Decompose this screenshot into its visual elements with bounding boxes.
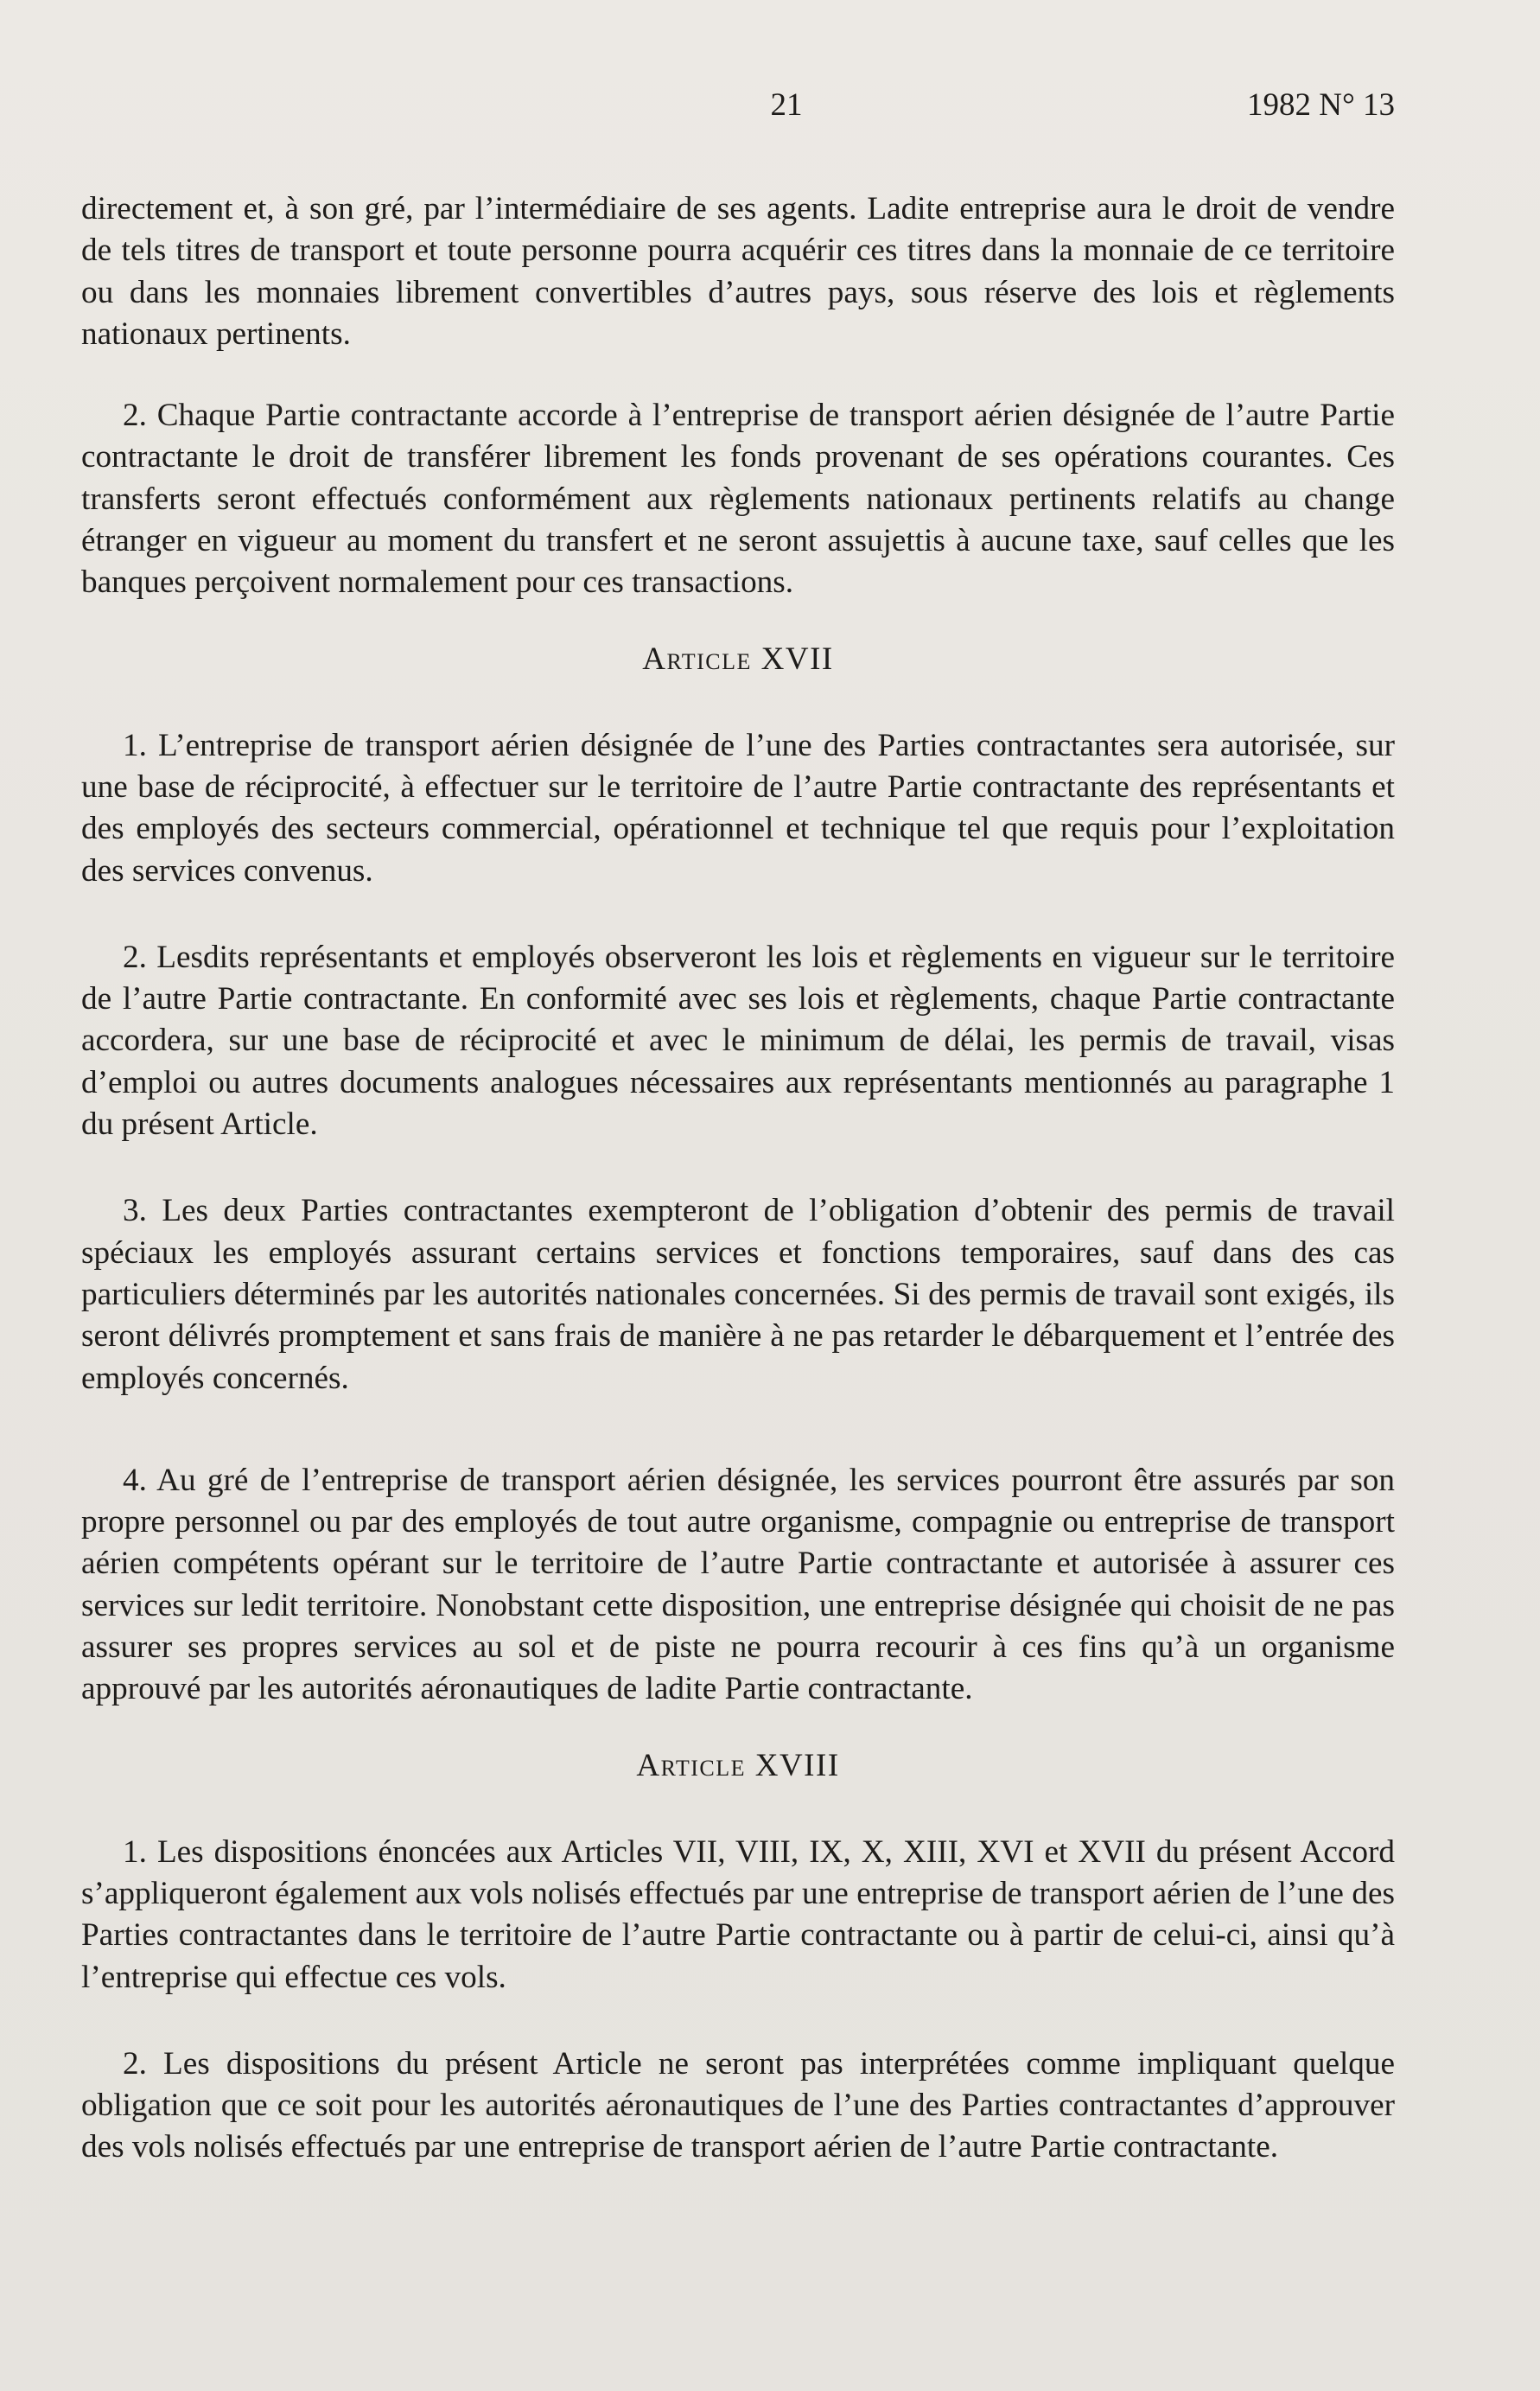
article-xviii-paragraph-2: 2. Les dispositions du présent Article ne seront pas interprétées comme impliquant quelque obligation que ce soit pour les autorités aéronautiques de l’une des Parties contractantes d’approuver des vols nolisés effectués par une entreprise de transport aérien de l’autre Partie contractante. xyxy=(81,2045,1395,2165)
article-xvii-paragraph-1: 1. L’entreprise de transport aérien désignée de l’une des Parties contractantes sera autorisée, sur une base de réciprocité, à effectuer sur le territoire de l’autre Partie contractante des représentants et des employés des secteurs commercial, opérationnel et technique tel que requis pour l’exploitation des services convenus. xyxy=(81,727,1395,889)
article-xviii-title: Article XVIII xyxy=(636,1747,840,1783)
paragraph-transfer-funds: 2. Chaque Partie contractante accorde à l’entreprise de transport aérien désignée de l’autre Partie contractante le droit de transférer librement les fonds provenant de ses opérations courantes. Ces transferts seront effectués conformément aux règlements nationaux pertinents relatifs au change étranger en vigueur au moment du transfert et ne seront assujettis à aucune taxe, sauf celles que les banques perçoivent normalement pour ces transactions. xyxy=(81,398,1395,601)
article-xvii-paragraph-4: 4. Au gré de l’entreprise de transport aérien désignée, les services pourront être assurés par son propre personnel ou par des employés de tout autre organisme, compagnie ou entreprise de transport aérien compétents opérant sur le territoire de l’autre Partie contractante et autorisée à assurer ces services sur ledit territoire. Nonobstant cette disposition, une entreprise désignée qui choisit de ne pas assurer ses propres services au sol et de piste ne pourra recourir à ces fins qu’à un organisme approuvé par les autorités aéronautiques de ladite Partie contractante. xyxy=(81,1462,1395,1707)
year-issue: 1982 N° 13 xyxy=(1246,87,1395,123)
article-xvii-paragraph-2: 2. Lesdits représentants et employés observeront les lois et règlements en vigueur sur le territoire de l’autre Partie contractante. En conformité avec ses lois et règlements, chaque Partie contractante accordera, sur une base de réciprocité et avec le minimum de délai, les permis de travail, visas d’emploi ou autres documents analogues nécessaires aux représentants mentionnés au paragraphe 1 du présent Article. xyxy=(81,939,1395,1143)
article-xvii-title: Article XVII xyxy=(642,641,834,677)
page-number: 21 xyxy=(770,87,803,123)
paragraph-continuation: directement et, à son gré, par l’intermédiaire de ses agents. Ladite entreprise aura le droit de vendre de tels titres de transport et toute personne pourra acquérir ces titres dans la monnaie de ce territoire ou dans les monnaies librement convertibles d’autres pays, sous réserve des lois et règlements nationaux pertinents. xyxy=(81,191,1395,352)
article-xviii-paragraph-1: 1. Les dispositions énoncées aux Articles VII, VIII, IX, X, XIII, XVI et XVII du présent Accord s’appliqueront également aux vols nolisés effectués par une entreprise de transport aérien de l’une des Parties contractantes dans le territoire de l’autre Partie contractante ou à partir de celui-ci, ainsi qu’à l’entreprise qui effectue ces vols. xyxy=(81,1833,1395,1995)
body-text xyxy=(81,188,1395,2169)
article-xvii-paragraph-3: 3. Les deux Parties contractantes exempteront de l’obligation d’obtenir des permis de travail spéciaux les employés assurant certains services et fonctions temporaires, sauf dans des cas particuliers déterminés par les autorités nationales concernées. Si des permis de travail sont exigés, ils seront délivrés promptement et sans frais de manière à ne pas retarder le débarquement et l’entrée des employés concernés. xyxy=(81,1193,1395,1396)
page-header xyxy=(81,86,1395,138)
